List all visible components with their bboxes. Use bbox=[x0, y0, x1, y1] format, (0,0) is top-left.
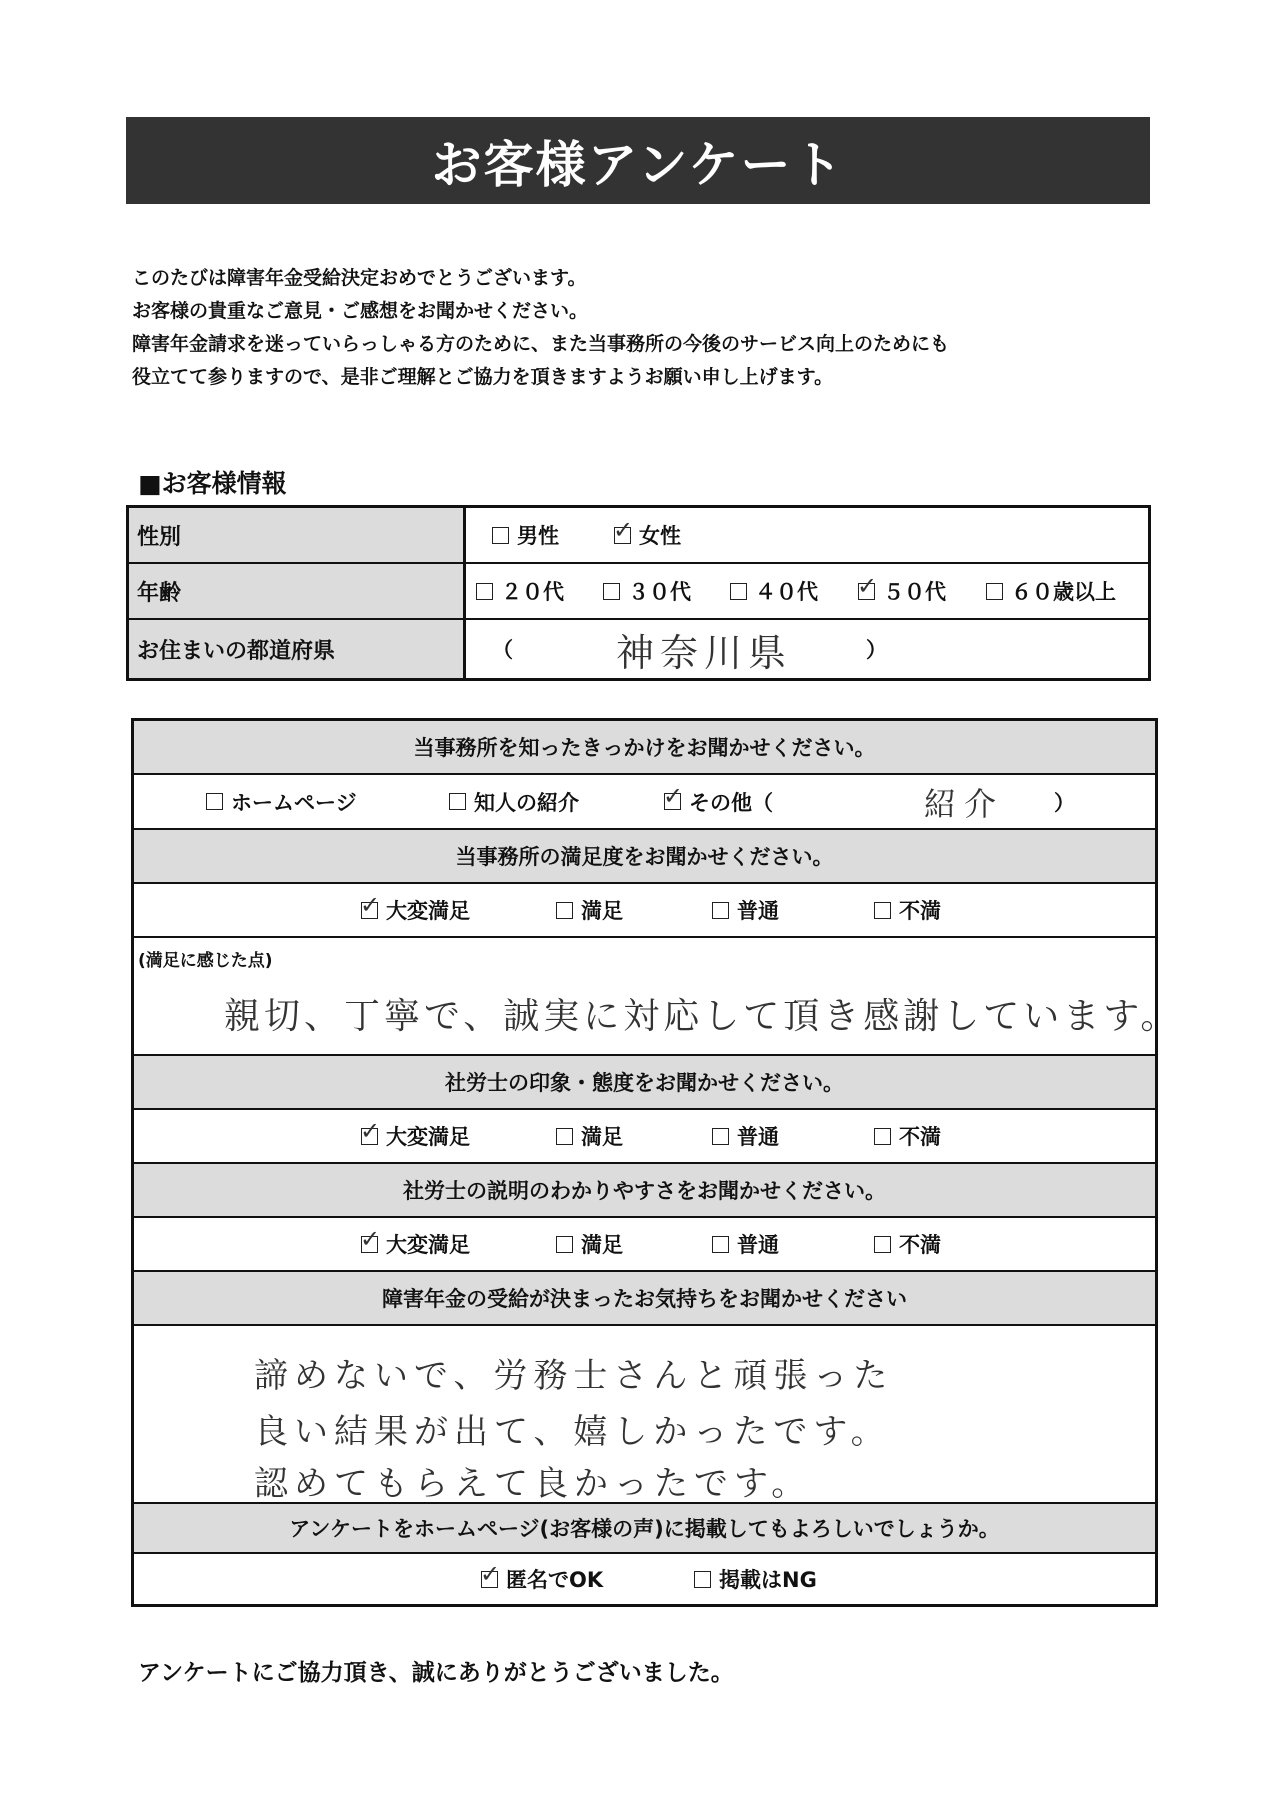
impression-option-very-satisfied[interactable]: ✓ 大変満足 bbox=[361, 1121, 470, 1151]
age-option-40s[interactable]: ４０代 bbox=[730, 576, 818, 606]
answer-publish bbox=[134, 1554, 1155, 1604]
clarity-option-neutral[interactable]: 普通 bbox=[712, 1229, 779, 1259]
checkbox-icon[interactable] bbox=[449, 793, 466, 810]
checked-checkbox-icon[interactable] bbox=[361, 902, 378, 919]
impression-option-dissatisfied[interactable]: 不満 bbox=[874, 1121, 941, 1151]
answer-impression bbox=[134, 1110, 1155, 1164]
age-option-60plus[interactable]: ６０歳以上 bbox=[986, 576, 1116, 606]
age-label: 年齢 bbox=[129, 564, 466, 618]
gender-option-male[interactable]: 男性 bbox=[492, 520, 559, 550]
satisfaction-comment-label: (満足に感じた点) bbox=[138, 951, 273, 971]
checkbox-icon[interactable] bbox=[874, 1236, 891, 1253]
checkbox-icon[interactable] bbox=[476, 583, 493, 600]
satisfaction-comment-field[interactable] bbox=[134, 938, 1181, 1056]
checkbox-icon[interactable] bbox=[712, 902, 729, 919]
gender-options bbox=[466, 508, 1148, 562]
clarity-option-dissatisfied[interactable]: 不満 bbox=[874, 1229, 941, 1259]
feelings-answer-field[interactable] bbox=[134, 1326, 1155, 1504]
prefecture-row bbox=[129, 620, 1148, 678]
checkbox-icon[interactable] bbox=[874, 1128, 891, 1145]
question-clarity: 社労士の説明のわかりやすさをお聞かせください。 bbox=[134, 1164, 1155, 1218]
checkbox-icon[interactable] bbox=[986, 583, 1003, 600]
answer-referral bbox=[134, 775, 1155, 830]
publish-option-anonymous-ok[interactable]: ✓ 匿名でOK bbox=[481, 1564, 603, 1594]
intro-line: このたびは障害年金受給決定おめでとうございます。 bbox=[132, 267, 587, 289]
question-referral: 当事務所を知ったきっかけをお聞かせください。 bbox=[134, 721, 1155, 775]
checkbox-icon[interactable] bbox=[712, 1236, 729, 1253]
checked-checkbox-icon[interactable] bbox=[664, 793, 681, 810]
prefecture-open-paren: （ bbox=[492, 638, 513, 662]
checkbox-icon[interactable] bbox=[556, 902, 573, 919]
checked-checkbox-icon[interactable] bbox=[361, 1236, 378, 1253]
prefecture-field[interactable] bbox=[466, 620, 1148, 678]
survey-table bbox=[131, 718, 1181, 1607]
referral-close-paren: ） bbox=[1054, 790, 1075, 815]
checkbox-icon[interactable] bbox=[712, 1128, 729, 1145]
survey-title: お客様アンケート bbox=[126, 117, 1150, 204]
gender-option-female[interactable]: ✓ 女性 bbox=[614, 520, 681, 550]
prefecture-label: お住まいの都道府県 bbox=[129, 620, 466, 678]
intro-text bbox=[132, 262, 1132, 394]
checked-checkbox-icon[interactable] bbox=[481, 1571, 498, 1588]
prefecture-value: 神奈川県 bbox=[616, 630, 793, 675]
prefecture-close-paren: ） bbox=[866, 638, 887, 662]
satisfaction-comment-text: 親切、丁寧で、誠実に対応して頂き感謝しています。 bbox=[224, 996, 1181, 1037]
intro-line: 役立てて参りますので、是非ご理解とご協力を頂きますようお願い申し上げます。 bbox=[132, 366, 834, 388]
checked-checkbox-icon[interactable] bbox=[361, 1128, 378, 1145]
impression-option-satisfied[interactable]: 満足 bbox=[556, 1121, 623, 1151]
checkbox-icon[interactable] bbox=[730, 583, 747, 600]
feelings-line: 認めてもらえて良かったです。 bbox=[254, 1464, 812, 1504]
thank-you-text: アンケートにご協力頂き、誠にありがとうございました。 bbox=[138, 1660, 734, 1686]
satisfaction-option-satisfied[interactable]: 満足 bbox=[556, 895, 623, 925]
age-option-20s[interactable]: ２０代 bbox=[476, 576, 564, 606]
clarity-option-very-satisfied[interactable]: ✓ 大変満足 bbox=[361, 1229, 470, 1259]
checkbox-icon[interactable] bbox=[556, 1128, 573, 1145]
referral-option-other[interactable]: ✓ その他（ bbox=[664, 787, 773, 817]
feelings-line: 良い結果が出て、嬉しかったです。 bbox=[254, 1412, 891, 1452]
checked-checkbox-icon[interactable] bbox=[858, 583, 875, 600]
question-feelings: 障害年金の受給が決まったお気持ちをお聞かせください bbox=[134, 1272, 1155, 1326]
question-impression: 社労士の印象・態度をお聞かせください。 bbox=[134, 1056, 1155, 1110]
question-publish: アンケートをホームページ(お客様の声)に掲載してもよろしいでしょうか。 bbox=[134, 1504, 1155, 1554]
question-satisfaction: 当事務所の満足度をお聞かせください。 bbox=[134, 830, 1155, 884]
referral-option-acquaintance[interactable]: 知人の紹介 bbox=[449, 787, 579, 817]
gender-row bbox=[129, 508, 1148, 564]
checkbox-icon[interactable] bbox=[556, 1236, 573, 1253]
satisfaction-option-dissatisfied[interactable]: 不満 bbox=[874, 895, 941, 925]
customer-info-heading: ■お客様情報 bbox=[138, 469, 287, 498]
publish-option-ng[interactable]: 掲載はNG bbox=[694, 1564, 817, 1594]
clarity-option-satisfied[interactable]: 満足 bbox=[556, 1229, 623, 1259]
answer-satisfaction bbox=[134, 884, 1155, 938]
gender-label: 性別 bbox=[129, 508, 466, 562]
satisfaction-option-neutral[interactable]: 普通 bbox=[712, 895, 779, 925]
age-options bbox=[466, 564, 1148, 618]
checkbox-icon[interactable] bbox=[603, 583, 620, 600]
satisfaction-option-very-satisfied[interactable]: ✓ 大変満足 bbox=[361, 895, 470, 925]
age-option-30s[interactable]: ３０代 bbox=[603, 576, 691, 606]
impression-option-neutral[interactable]: 普通 bbox=[712, 1121, 779, 1151]
referral-other-value: 紹介 bbox=[924, 784, 1005, 823]
intro-line: 障害年金請求を迷っていらっしゃる方のために、また当事務所の今後のサービス向上のためにも bbox=[132, 333, 950, 355]
feelings-line: 諦めないで、労務士さんと頑張った bbox=[254, 1356, 894, 1396]
customer-info-table bbox=[126, 505, 1151, 681]
referral-option-homepage[interactable]: ホームページ bbox=[206, 787, 357, 817]
checked-checkbox-icon[interactable] bbox=[614, 527, 631, 544]
checkbox-icon[interactable] bbox=[492, 527, 509, 544]
intro-line: お客様の貴重なご意見・ご感想をお聞かせください。 bbox=[132, 300, 589, 322]
age-row bbox=[129, 564, 1148, 620]
checkbox-icon[interactable] bbox=[206, 793, 223, 810]
answer-clarity bbox=[134, 1218, 1155, 1272]
checkbox-icon[interactable] bbox=[874, 902, 891, 919]
age-option-50s[interactable]: ✓ ５０代 bbox=[858, 576, 946, 606]
checkbox-icon[interactable] bbox=[694, 1571, 711, 1588]
